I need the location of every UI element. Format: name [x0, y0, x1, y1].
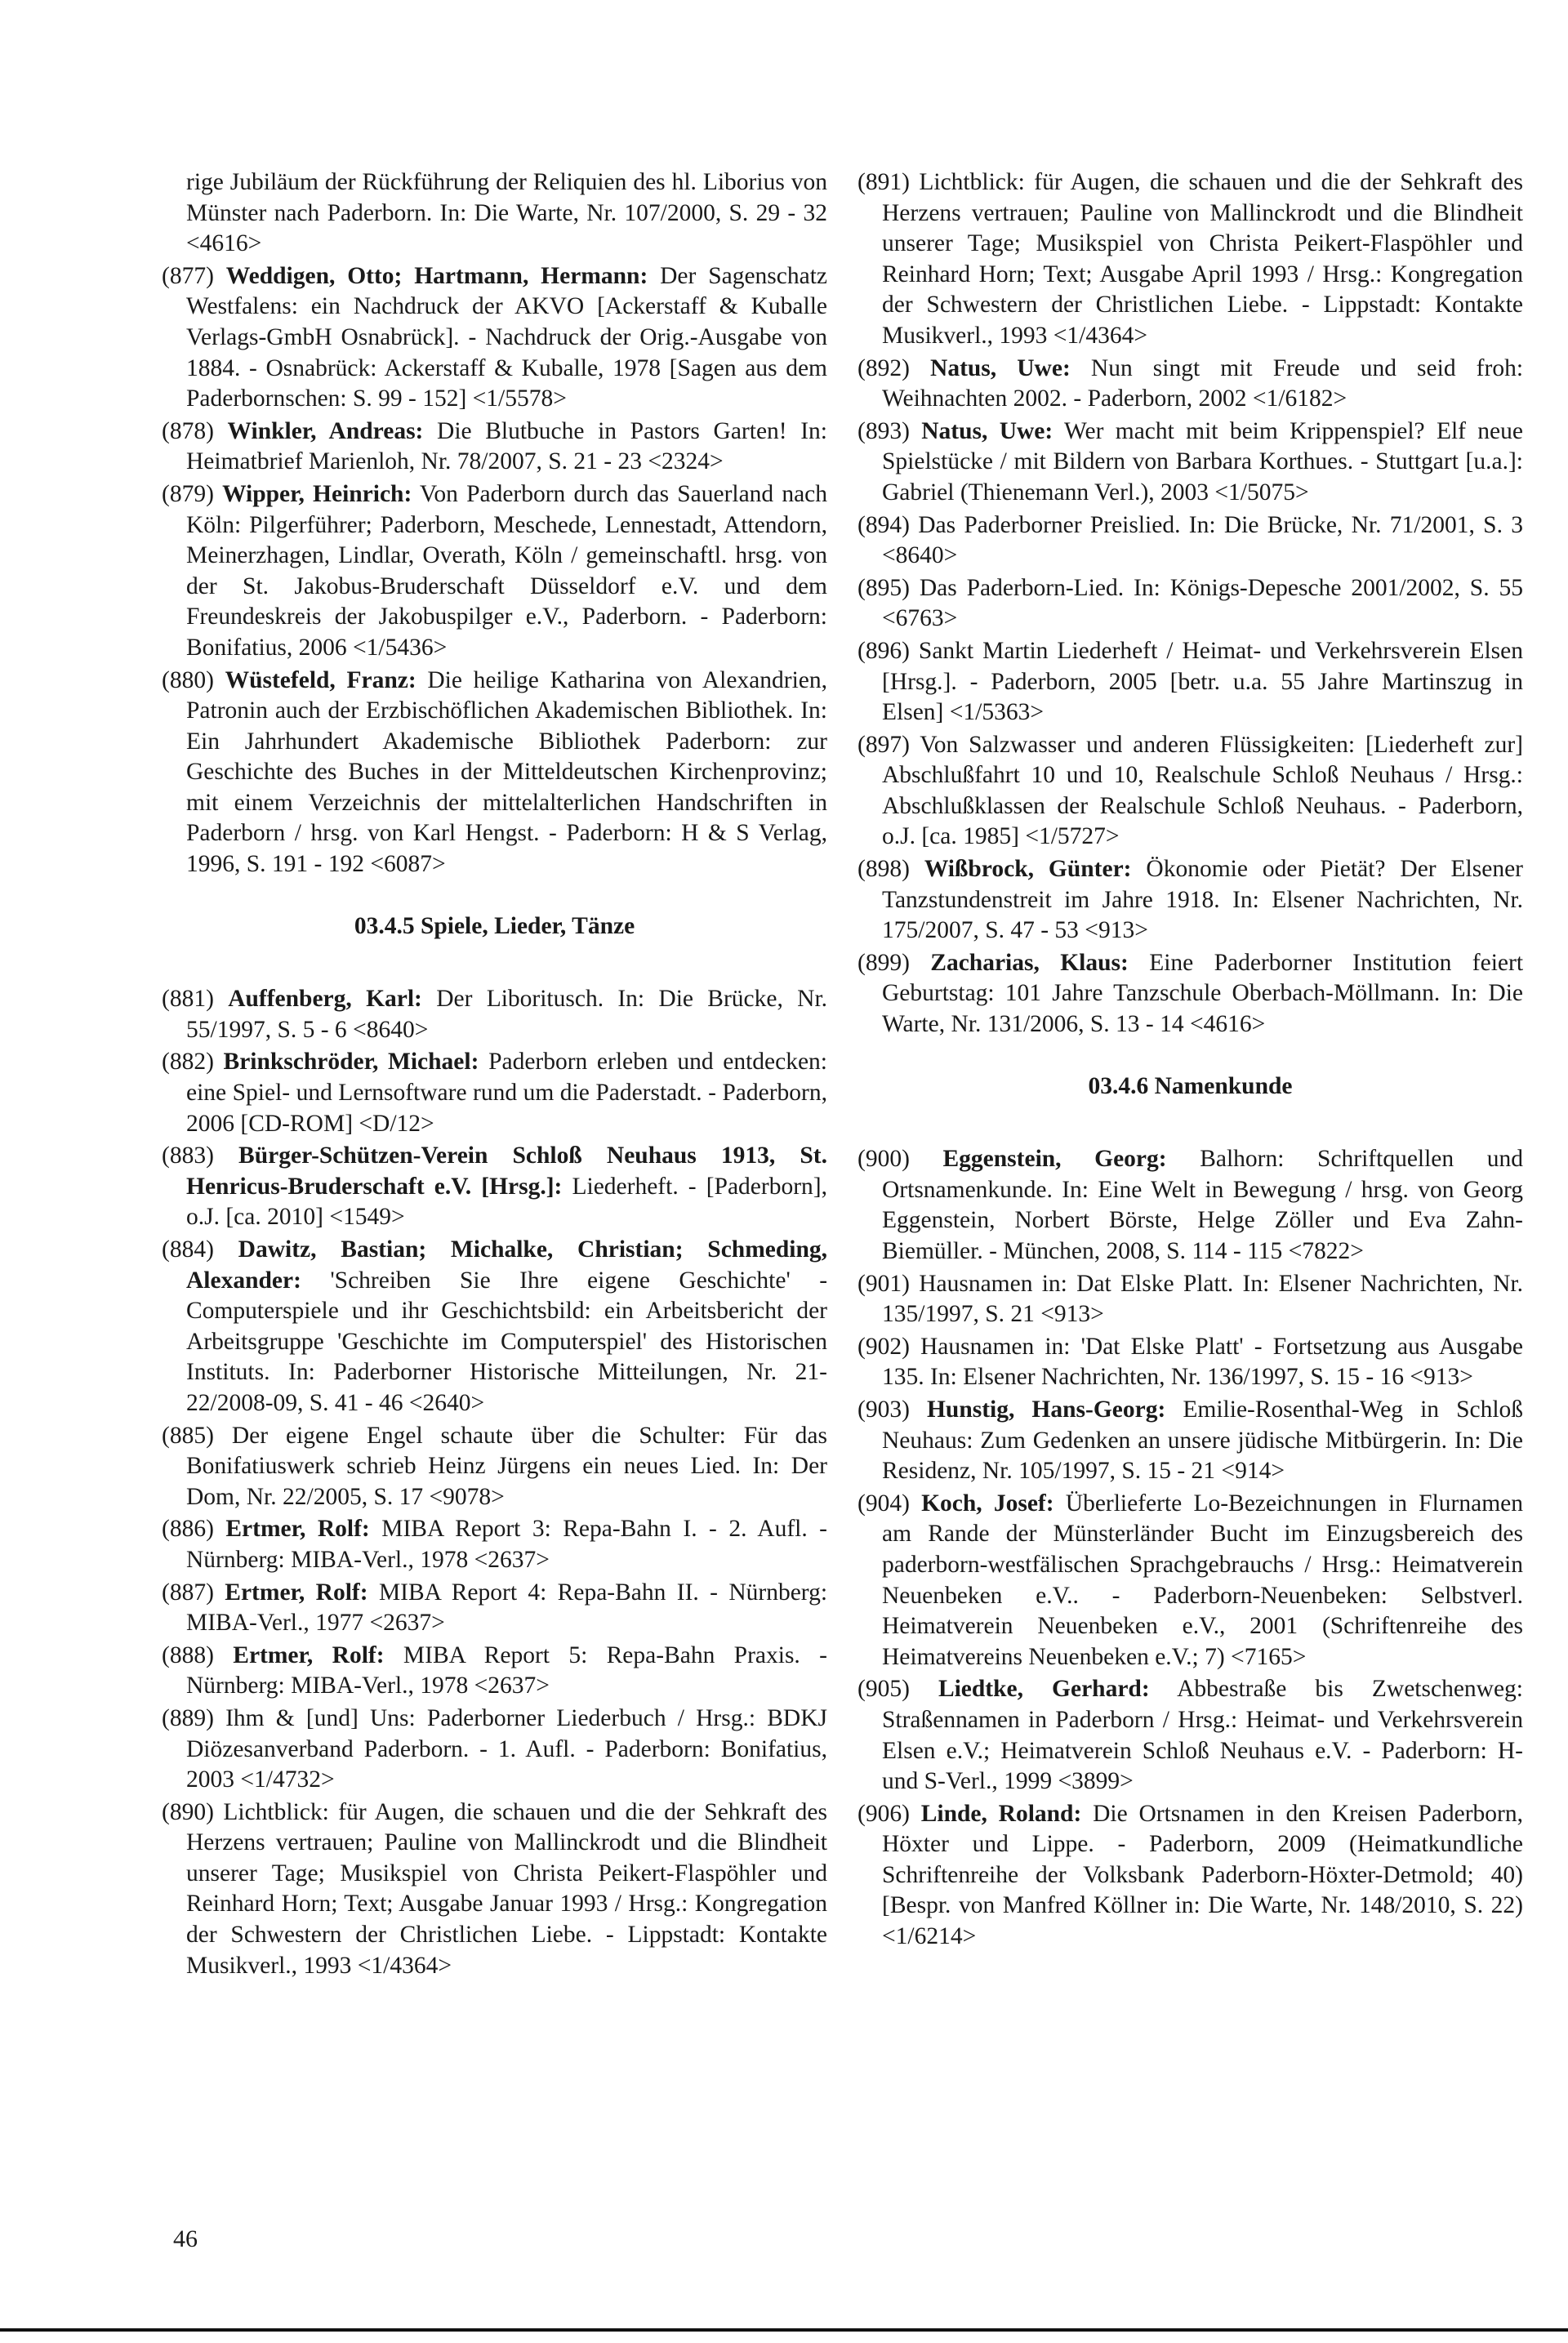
entry-number: (900) — [858, 1146, 910, 1173]
bibliography-entry — [162, 666, 827, 880]
entry-text: MIBA Report 3: Repa-Bahn I. - 2. Aufl. - Nürnberg: MIBA-Verl., 1978 <2637> — [186, 1516, 828, 1573]
entry-text: MIBA Report 4: Repa-Bahn II. - Nürnberg: MIBA-Verl., 1977 <2637> — [186, 1579, 828, 1637]
entry-number: (903) — [858, 1396, 910, 1423]
entry-text: Das Paderborner Preislied. In: Die Brücke, Nr. 71/2001, S. 3 <8640> — [882, 511, 1523, 569]
bibliography-entry — [858, 1269, 1523, 1330]
entry-text: Von Paderborn durch das Sauerland nach Köln: Pilgerführer; Paderborn, Meschede, Lennestadt, Attendorn, Meinerzhagen, Lindlar, Overath, Köln / gemeinschaftl. hrsg. von der St. Jakobus-Bruderschaft Düsseldorf e.V. und dem Freundeskreis der Jakobuspilger e.V., Paderborn. - Paderborn: Bonifatius, 2006 <1/5436> — [186, 480, 828, 661]
entry-text: Der Liboritusch. In: Die Brücke, Nr. 55/1997, S. 5 - 6 <8640> — [186, 986, 828, 1043]
entry-number: (904) — [858, 1490, 910, 1517]
left-column — [162, 167, 827, 1983]
bibliography-entry — [858, 510, 1523, 572]
entry-author: Wüstefeld, Franz: — [225, 666, 416, 693]
page-number: 46 — [173, 2225, 198, 2252]
entry-text: Nun singt mit Freude und seid froh: Weihnachten 2002. - Paderborn, 2002 <1/6182> — [882, 354, 1524, 412]
entry-author: Wipper, Heinrich: — [222, 480, 412, 507]
bibliography-entry — [858, 573, 1523, 635]
entry-text: Hausnamen in: 'Dat Elske Platt' - Fortsetzung aus Ausgabe 135. In: Elsener Nachrichten, Nr. 136/1997, S. 15 - 16 <913> — [882, 1333, 1523, 1391]
entry-author: Brinkschröder, Michael: — [223, 1049, 479, 1076]
entry-number: (895) — [858, 574, 910, 601]
entry-number: (888) — [162, 1641, 214, 1668]
entry-author: Weddigen, Otto; Hartmann, Hermann: — [225, 262, 648, 289]
entry-number: (905) — [858, 1676, 910, 1703]
section-heading: 03.4.5 Spiele, Lieder, Tänze — [354, 912, 635, 939]
right-column — [858, 167, 1523, 1954]
bibliography-entry — [858, 636, 1523, 728]
entry-text: Überlieferte Lo-Bezeichnungen in Flurnamen am Rande der Münsterländer Bucht im Einzugsbereich des paderborn-westfälischen Sprachgebrauchs / Hrsg.: Heimatverein Neuenbeken e.V.. - Paderborn-Neuenbeken: Selbstverl. Heimatverein Neuenbeken e.V., 2001 (Schriftenreihe des Heimatvereins Neuenbeken e.V.; 7) <7165> — [882, 1490, 1523, 1670]
entry-number: (887) — [162, 1579, 214, 1606]
bibliography-entry — [858, 416, 1523, 509]
entry-text: Liederheft. - [Paderborn], o.J. [ca. 2010] <1549> — [186, 1173, 827, 1231]
entry-number: (882) — [162, 1049, 214, 1076]
entry-text: Das Paderborn-Lied. In: Königs-Depesche 2001/2002, S. 55 <6763> — [882, 574, 1524, 632]
bibliography-entry — [858, 1799, 1523, 1953]
entry-author: Ertmer, Rolf: — [233, 1641, 385, 1668]
entry-text: Sankt Martin Liederheft / Heimat- und Verkehrsverein Elsen [Hrsg.]. - Paderborn, 2005 [betr. u.a. 55 Jahre Martinszug in Elsen] <1/5363> — [882, 637, 1523, 726]
entry-author: Linde, Roland: — [920, 1800, 1082, 1827]
bibliography-entry — [858, 1395, 1523, 1487]
entry-author: Ertmer, Rolf: — [225, 1516, 370, 1543]
bibliography-entry — [858, 167, 1523, 352]
entry-text: Die Ortsnamen in den Kreisen Paderborn, Höxter und Lippe. - Paderborn, 2009 (Heimatkundliche Schriftenreihe der Volksbank Paderborn-Höxter-Detmold; 40) [Bespr. von Manfred Köllner in: Die Warte, Nr. 148/2010, S. 22) <1/6214> — [882, 1800, 1523, 1950]
entry-number: (879) — [162, 480, 214, 507]
entry-text: Hausnamen in: Dat Elske Platt. In: Elsener Nachrichten, Nr. 135/1997, S. 21 <913> — [882, 1270, 1524, 1328]
entry-number: (902) — [858, 1333, 910, 1360]
bibliography-entry — [162, 167, 827, 260]
entry-text: Eine Paderborner Institution feiert Geburtstag: 101 Jahre Tanzschule Oberbach-Möllmann. In: Die Warte, Nr. 131/2006, S. 13 - 14 <4616> — [882, 949, 1524, 1038]
entry-text: Die Blutbuche in Pastors Garten! In: Heimatbrief Marienloh, Nr. 78/2007, S. 21 - 23 <2324> — [186, 417, 828, 475]
entry-author: Liedtke, Gerhard: — [938, 1676, 1150, 1703]
bibliography-entry — [858, 1332, 1523, 1393]
entry-author: Natus, Uwe: — [930, 354, 1071, 381]
bibliography-entry — [162, 1578, 827, 1639]
entry-text: Balhorn: Schriftquellen und Ortsnamenkunde. In: Eine Welt in Bewegung / hrsg. von Georg Eggenstein, Norbert Börste, Helge Zöller und Eva Zahn-Biemüller. - München, 2008, S. 114 - 115 <7822> — [882, 1146, 1523, 1264]
entry-number: (892) — [858, 354, 910, 381]
bibliography-entry — [858, 354, 1523, 415]
entry-text: MIBA Report 5: Repa-Bahn Praxis. - Nürnberg: MIBA-Verl., 1978 <2637> — [186, 1641, 827, 1699]
bibliography-entry — [162, 984, 827, 1045]
entry-text: Ökonomie oder Pietät? Der Elsener Tanzstundenstreit im Jahre 1918. In: Elsener Nachrichten, Nr. 175/2007, S. 47 - 53 <913> — [882, 856, 1523, 944]
entry-text: Die heilige Katharina von Alexandrien, Patronin auch der Erzbischöflichen Akademischen Bibliothek. In: Ein Jahrhundert Akademische Bibliothek Paderborn: zur Geschichte des Buches in der Mitteldeutschen Kirchenprovinz; mit einem Verzeichnis der mittelalterlichen Handschriften in Paderborn / hrsg. von Karl Hengst. - Paderborn: H & S Verlag, 1996, S. 191 - 192 <6087> — [186, 666, 828, 878]
bibliography-entry — [858, 1144, 1523, 1267]
bibliography-entry — [162, 261, 827, 415]
bibliography-entry — [162, 1797, 827, 1982]
entry-text: Von Salzwasser und anderen Flüssigkeiten: [Liederheft zur] Abschlußfahrt 10 und 10, Realschule Schloß Neuhaus / Hrsg.: Abschlußklassen der Realschule Schloß Neuhaus. - Paderborn, o.J. [ca. 1985] <1/5727> — [882, 731, 1524, 850]
entry-text: Der Sagenschatz Westfalens: ein Nachdruck der AKVO [Ackerstaff & Kuballe Verlags-GmbH Osnabrück]. - Nachdruck der Orig.-Ausgabe von 1884. - Osnabrück: Ackerstaff & Kuballe, 1978 [Sagen aus dem Paderbornschen: S. 99 - 152] <1/5578> — [186, 262, 827, 412]
bibliography-entry — [162, 416, 827, 478]
section-heading: 03.4.6 Namenkunde — [1088, 1072, 1293, 1099]
entry-text: Emilie-Rosenthal-Weg in Schloß Neuhaus: Zum Gedenken an unsere jüdische Mitbürgerin. In: Die Residenz, Nr. 105/1997, S. 15 - 21 <914> — [882, 1396, 1524, 1485]
entry-number: (901) — [858, 1270, 910, 1297]
entry-author: Zacharias, Klaus: — [930, 949, 1129, 976]
entry-number: (898) — [858, 856, 910, 883]
entry-text: Wer macht mit beim Krippenspiel? Elf neue Spielstücke / mit Bildern von Barbara Korthues. - Stuttgart [u.a.]: Gabriel (Thienemann Verl.), 2003 <1/5075> — [882, 417, 1523, 506]
entry-author: Ertmer, Rolf: — [225, 1579, 368, 1606]
bottom-rule — [0, 2328, 1568, 2332]
entry-number: (886) — [162, 1516, 214, 1543]
bibliography-entry — [858, 1674, 1523, 1797]
bibliography-entry — [162, 1421, 827, 1513]
entry-number: (889) — [162, 1704, 214, 1731]
entry-number: (885) — [162, 1422, 214, 1449]
entry-author: Koch, Josef: — [921, 1490, 1054, 1517]
entry-author: Eggenstein, Georg: — [942, 1146, 1167, 1173]
entry-text: Ihm & [und] Uns: Paderborner Liederbuch / Hrsg.: BDKJ Diözesanverband Paderborn. - 1. Aufl. - Paderborn: Bonifatius, 2003 <1/4732> — [186, 1704, 827, 1793]
entry-number: (894) — [858, 511, 910, 538]
entry-text: Der eigene Engel schaute über die Schulter: Für das Bonifatiuswerk schrieb Heinz Jürgens ein neues Lied. In: Der Dom, Nr. 22/2005, S. 17 <9078> — [186, 1422, 828, 1510]
entry-text: Paderborn erleben und entdecken: eine Spiel- und Lernsoftware rund um die Paderstadt. - Paderborn, 2006 [CD-ROM] <D/12> — [186, 1049, 827, 1137]
entry-text: Lichtblick: für Augen, die schauen und die der Sehkraft des Herzens vertrauen; Pauline von Mallinckrodt und die Blindheit unserer Tage; Musikspiel von Christa Peikert-Flaspöhler und Reinhard Horn; Text; Ausgabe Januar 1993 / Hrsg.: Kongregation der Schwestern der Christlichen Liebe. - Lippstadt: Kontakte Musikverl., 1993 <1/4364> — [186, 1798, 828, 1979]
entry-number: (880) — [162, 666, 214, 693]
bibliography-entry — [162, 1047, 827, 1139]
bibliography-entry — [162, 479, 827, 664]
entry-author: Natus, Uwe: — [921, 417, 1054, 444]
entry-number: (896) — [858, 637, 910, 664]
bibliography-entry — [162, 1514, 827, 1575]
entry-number: (878) — [162, 417, 214, 444]
entry-number: (906) — [858, 1800, 910, 1827]
entry-number: (890) — [162, 1798, 214, 1825]
entry-number: (884) — [162, 1236, 214, 1263]
entry-text: 'Schreiben Sie Ihre eigene Geschichte' - Computerspiele und ihr Geschichtsbild: ein Arbeitsbericht der Arbeitsgruppe 'Geschichte im Computerspiel' des Historischen Instituts. In: Paderborner Historische Mitteilungen, Nr. 21-22/2008-09, S. 41 - 46 <2640> — [186, 1267, 828, 1416]
bibliography-entry — [858, 1489, 1523, 1673]
bibliography-entry — [162, 1141, 827, 1233]
entry-number: (891) — [858, 169, 910, 195]
entry-author: Dawitz, Bastian; Michalke, Christian; Schmeding, Alexander: — [186, 1236, 827, 1294]
bibliography-entry — [162, 1704, 827, 1796]
entry-number: (883) — [162, 1143, 214, 1169]
entry-number: (899) — [858, 949, 910, 976]
entry-number: (893) — [858, 417, 910, 444]
entry-author: Hunstig, Hans-Georg: — [926, 1396, 1166, 1423]
bibliography-entry — [858, 730, 1523, 853]
entry-author: Auffenberg, Karl: — [228, 986, 422, 1013]
entry-text: rige Jubiläum der Rückführung der Reliquien des hl. Liborius von Münster nach Paderborn. In: Die Warte, Nr. 107/2000, S. 29 - 32 <4616> — [186, 169, 827, 257]
bibliography-entry — [162, 1235, 827, 1419]
entry-text: Abbestraße bis Zwetschenweg: Straßennamen in Paderborn / Hrsg.: Heimat- und Verkehrsverein Elsen e.V.; Heimatverein Schloß Neuhaus e.V. - Paderborn: H- und S-Verl., 1999 <3899> — [882, 1676, 1524, 1795]
bibliography-entry — [858, 948, 1523, 1040]
entry-number: (897) — [858, 731, 910, 758]
entry-number: (877) — [162, 262, 214, 289]
bibliography-entry — [858, 854, 1523, 947]
entry-author: Bürger-Schützen-Verein Schloß Neuhaus 1913, St. Henricus-Bruderschaft e.V. [Hrsg.]: — [186, 1143, 828, 1200]
entry-number: (881) — [162, 986, 214, 1013]
entry-author: Wißbrock, Günter: — [924, 856, 1132, 883]
bibliography-entry — [162, 1641, 827, 1702]
entry-text: Lichtblick: für Augen, die schauen und die der Sehkraft des Herzens vertrauen; Pauline von Mallinckrodt und die Blindheit unserer Tage; Musikspiel von Christa Peikert-Flaspöhler und Reinhard Horn; Text; Ausgabe April 1993 / Hrsg.: Kongregation der Schwestern der Christlichen Liebe. - Lippstadt: Kontakte Musikverl., 1993 <1/4364> — [882, 169, 1524, 349]
entry-author: Winkler, Andreas: — [227, 417, 424, 444]
